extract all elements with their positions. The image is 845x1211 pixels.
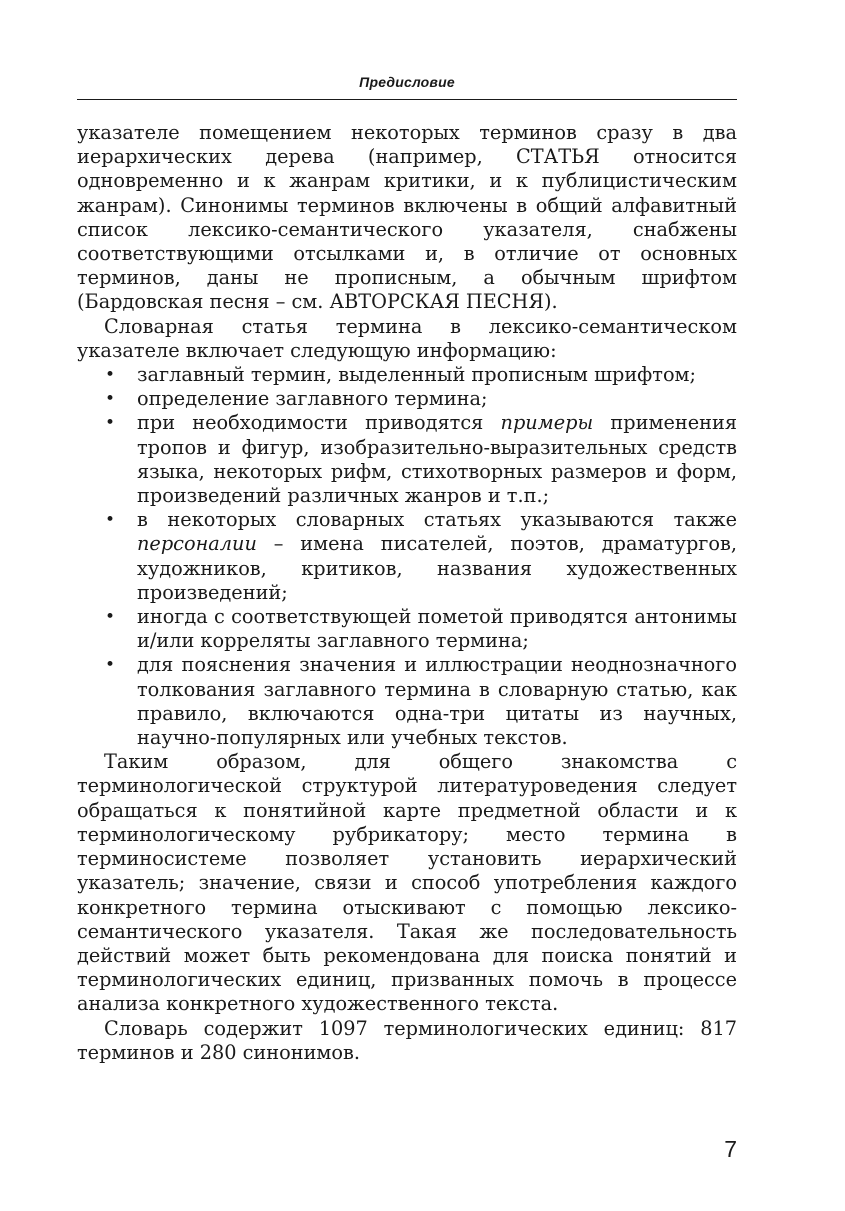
- list-item: [77, 605, 737, 653]
- list-item-text: иногда с соответствующей пометой приводятся антонимы и/или корреляты заглавного термина;: [137, 605, 737, 653]
- list-item: [77, 387, 737, 411]
- page-number: 7: [724, 1136, 737, 1162]
- bullet-icon: •: [105, 413, 116, 434]
- bullet-icon: •: [105, 607, 116, 628]
- list-item-text-end: применения тропов и фигур, изобразительно-выразительных средств языка, некоторых рифм, стихотворных размеров и форм, произведений различных жанров и т.п.;: [137, 411, 737, 508]
- emphasis-personalia: персоналии: [137, 532, 257, 556]
- bullet-icon: •: [105, 365, 116, 386]
- paragraph-2: Словарная статья термина в лексико-семантическом указателе включает следующую информацию:: [77, 314, 737, 362]
- list-item-text-start: при необходимости приводятся: [137, 411, 501, 435]
- bullet-icon: •: [105, 655, 116, 676]
- list-item-text-start: в некоторых словарных статьях указываются также: [137, 508, 737, 532]
- list-item-text: заглавный термин, выделенный прописным шрифтом;: [137, 363, 697, 387]
- bullet-icon: •: [105, 389, 116, 410]
- list-item-text: определение заглавного термина;: [137, 387, 488, 411]
- paragraph-4: Словарь содержит 1097 терминологических единиц: 817 терминов и 280 синонимов.: [77, 1016, 737, 1064]
- bullet-icon: •: [105, 510, 116, 531]
- list-item: [77, 653, 737, 750]
- main-text: [77, 121, 737, 1065]
- emphasis-examples: примеры: [500, 411, 594, 435]
- list-item: [77, 411, 737, 508]
- paragraph-1: указателе помещением некоторых терминов сразу в два иерархических дерева (например, СТАТЬЯ относится одновременно и к жанрам критики, и к публицистическим жанрам). Синонимы терминов включены в общий алфавитный список лексико-семантического указателя, снабжены соответствующими отсылками и, в отличие от основных терминов, даны не прописным, а обычным шрифтом (Бардовская песня – см. АВТОРСКАЯ ПЕСНЯ).: [77, 121, 737, 314]
- running-header: Предисловие: [359, 74, 455, 90]
- list-item: [77, 363, 737, 387]
- list-item-text: для пояснения значения и иллюстрации неоднозначного толкования заглавного термина в словарную статью, как правило, включаются одна-три цитаты из научных, научно-популярных или учебных текстов.: [137, 653, 737, 750]
- list-item: [77, 508, 737, 605]
- paragraph-3: Таким образом, для общего знакомства с терминологической структурой литературоведения следует обращаться к понятийной карте предметной области и к терминологическому рубрикатору; место термина в терминосистеме позволяет установить иерархический указатель; значение, связи и способ употребления каждого конкретного термина отыскивают с помощью лексико-семантического указателя. Такая же последовательность действий может быть рекомендована для поиска понятий и терминологических единиц, призванных помочь в процессе анализа конкретного художественного текста.: [77, 750, 737, 1016]
- list-item-text-end: – имена писателей, поэтов, драматургов, художников, критиков, названия художественных произведений;: [137, 532, 737, 604]
- bullet-list: [77, 363, 737, 750]
- header-divider: [77, 99, 737, 100]
